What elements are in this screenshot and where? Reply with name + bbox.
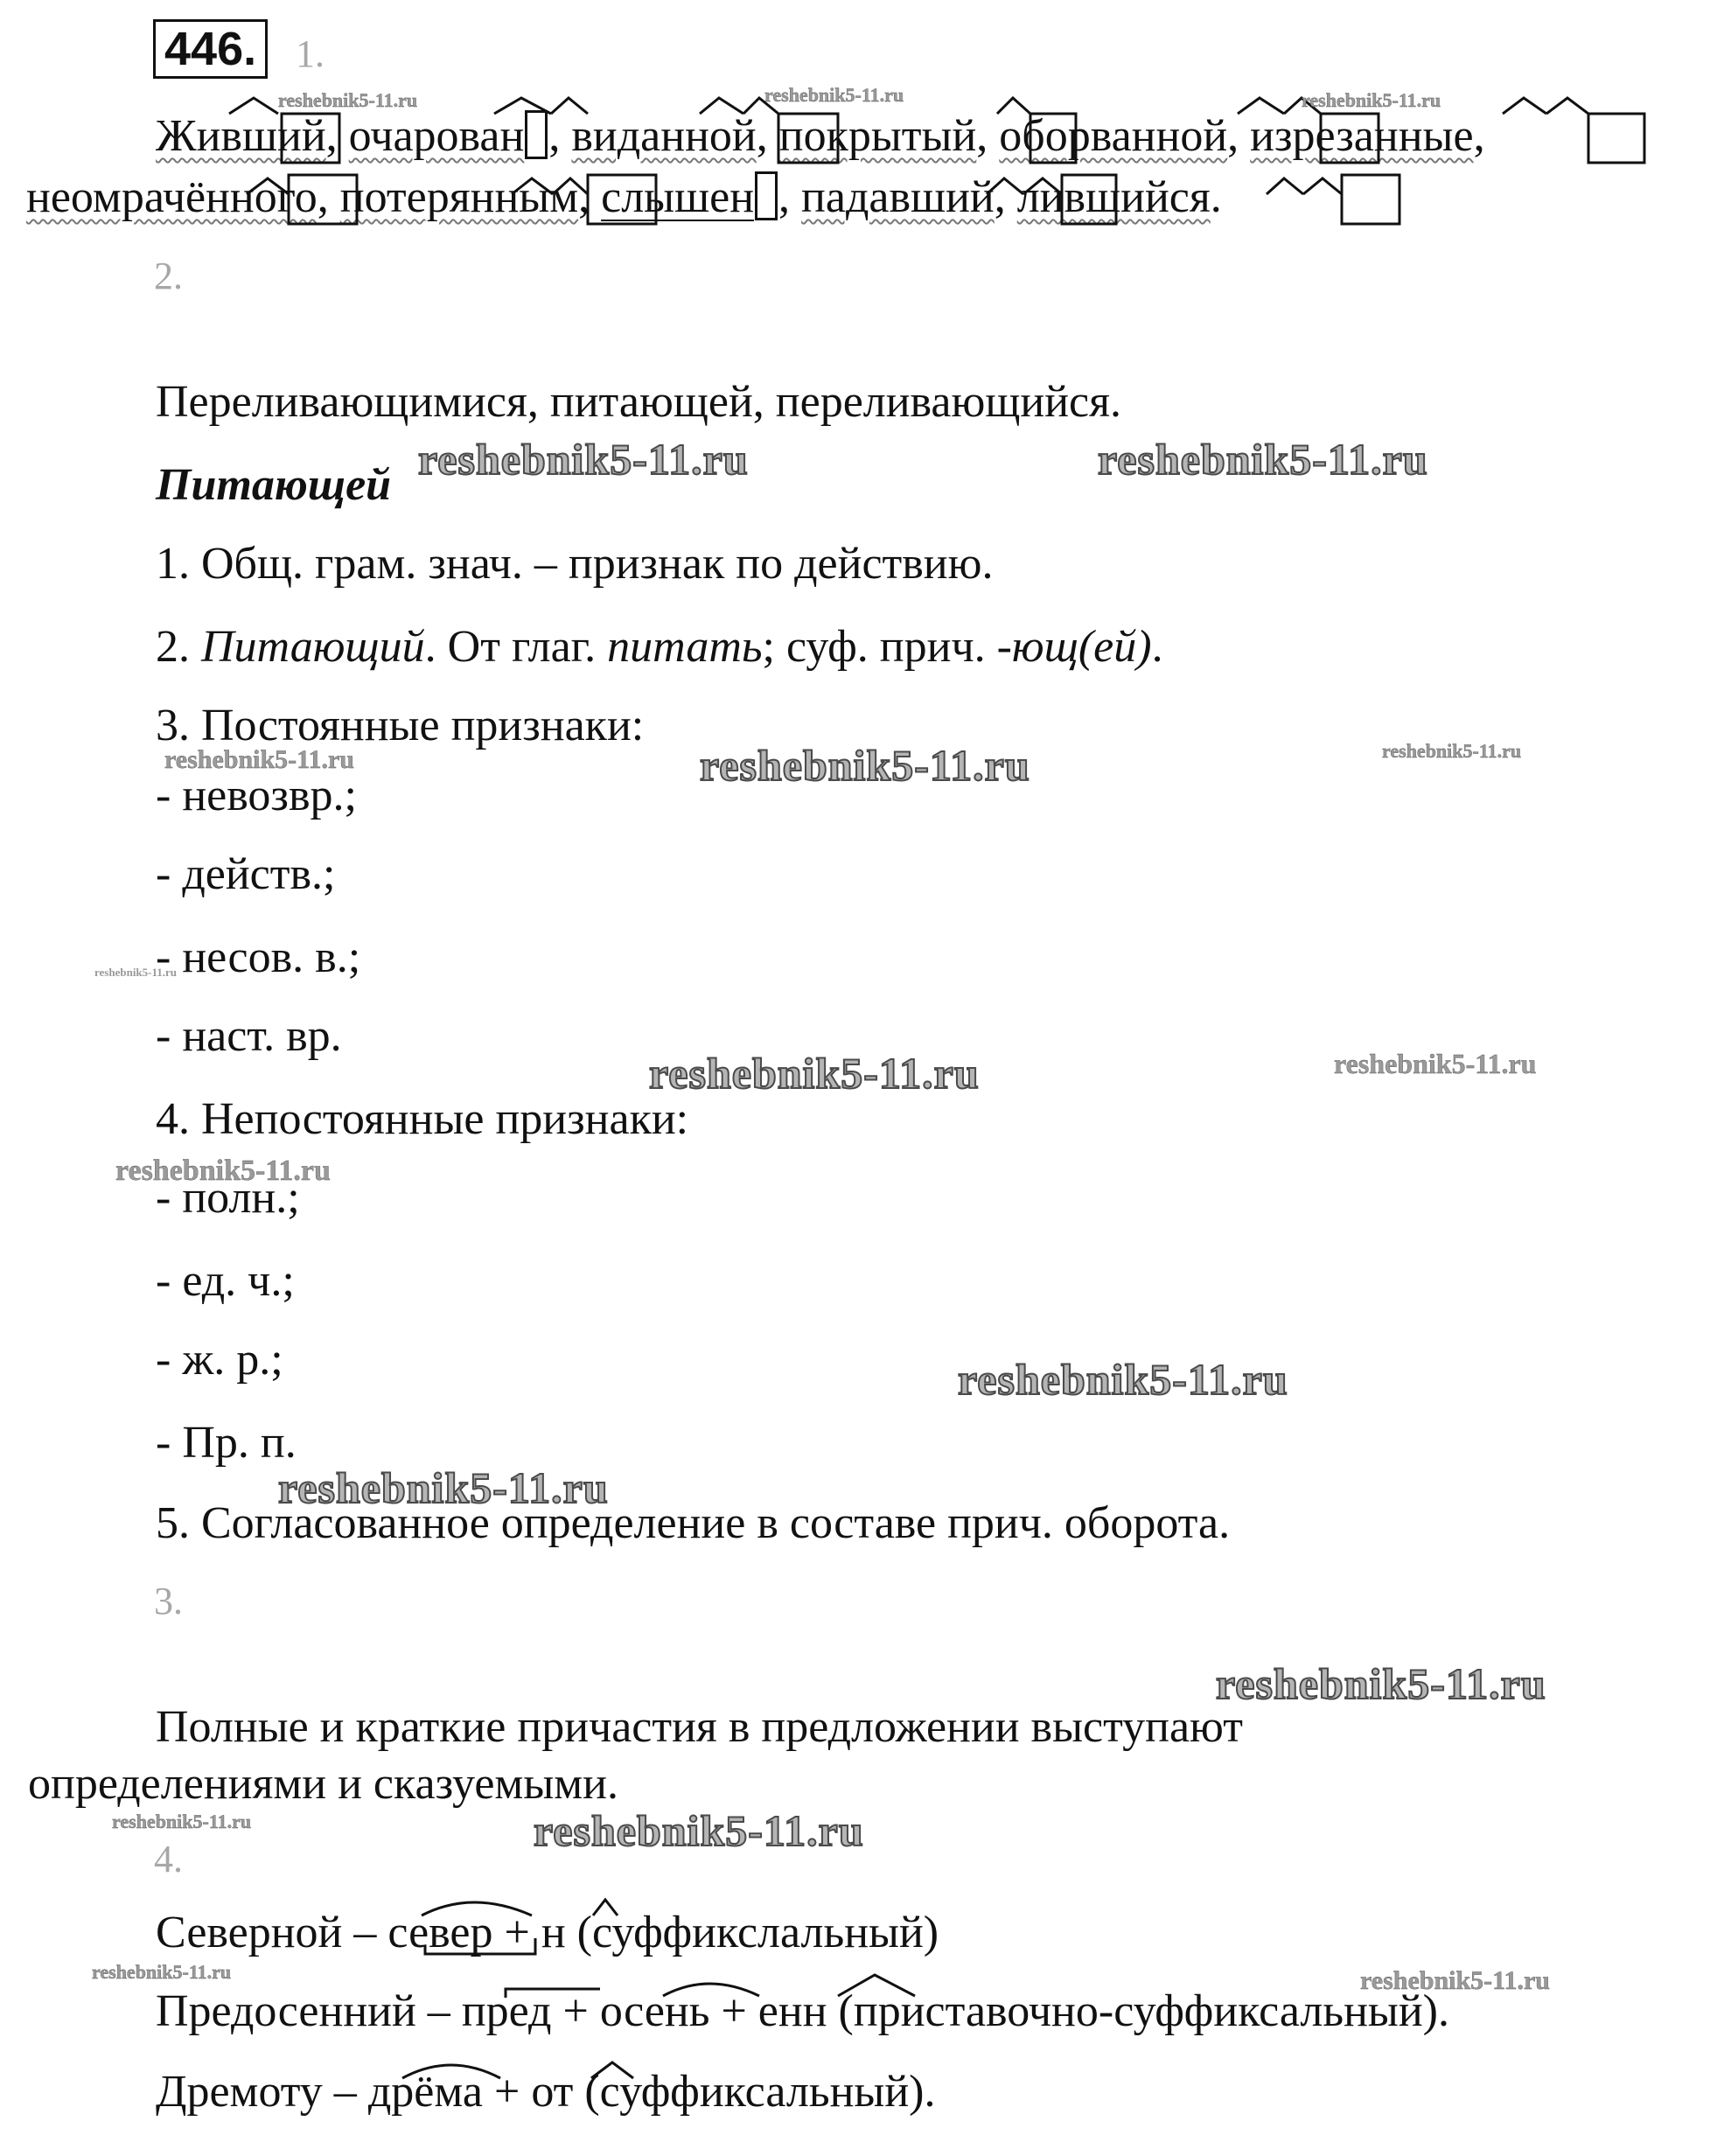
suffix-mark (553, 178, 588, 194)
const-feature: - невозвр.; (156, 771, 357, 820)
word-izrezannye: изрезанные (1250, 111, 1474, 161)
watermark: reshebnik5-11.ru (94, 966, 178, 979)
word-poteryannym: потерянным (339, 172, 579, 222)
ending-box (1342, 175, 1399, 224)
ending-box (1062, 175, 1116, 224)
watermark: reshebnik5-11.ru (958, 1355, 1288, 1404)
watermark: reshebnik5-11.ru (278, 89, 418, 111)
suffix-mark (1303, 178, 1342, 194)
word-ocharovan: очарован (348, 111, 525, 161)
word-padavshiy: падавший (801, 172, 995, 222)
watermark: reshebnik5-11.ru (115, 1155, 331, 1187)
part1-line1: Живший, очарован , виданной, покрытый, оборванной, изрезанные, (156, 111, 1485, 161)
morpheme-row-1: Северной – север + н (суффикслальный) (156, 1908, 939, 1957)
ending-box (1030, 114, 1076, 163)
morpheme-row-3: Дремоту – дрёма + от (суффиксальный). (156, 2067, 936, 2117)
part-number-1: 1. (296, 32, 325, 75)
watermark: reshebnik5-11.ru (418, 435, 749, 484)
parse-point-2: 2. Питающий. От глаг. питать; суф. прич. -ющ(ей). (156, 622, 1163, 672)
part3-line2: определениями и сказуемыми. (28, 1759, 618, 1809)
watermark: reshebnik5-11.ru (700, 741, 1030, 790)
part-number-3: 3. (154, 1580, 183, 1622)
word-zhivshiy: Живший (156, 111, 326, 161)
const-feature: - наст. вр. (156, 1011, 342, 1061)
parse-point-4: 4. Непостоянные признаки: (156, 1094, 689, 1144)
watermark: reshebnik5-11.ru (764, 84, 904, 106)
word-oborvannoy: оборванной (999, 111, 1228, 161)
part-number-4: 4. (154, 1838, 183, 1880)
ending-box (1321, 114, 1378, 163)
watermark: reshebnik5-11.ru (1382, 740, 1522, 762)
suffix-mark (1503, 98, 1546, 114)
watermark: reshebnik5-11.ru (1302, 89, 1441, 111)
word-livshiysya: лившийся (1016, 172, 1211, 222)
watermark: reshebnik5-11.ru (1334, 1048, 1537, 1079)
suffix-mark (987, 178, 1023, 194)
word-vidannoy: виданной (571, 111, 757, 161)
ending-box (289, 175, 357, 224)
const-feature: - несов. в.; (156, 932, 361, 982)
suffix-mark (229, 98, 278, 114)
watermark: reshebnik5-11.ru (649, 1049, 980, 1098)
part3-line1: Полные и краткие причастия в предложении выступают (156, 1702, 1243, 1752)
suffix-mark (1023, 178, 1062, 194)
ending-box (1588, 114, 1644, 163)
suffix-mark (1238, 98, 1284, 114)
ending-box (778, 114, 838, 163)
suffix-mark (1267, 178, 1303, 194)
watermark: reshebnik5-11.ru (1216, 1659, 1546, 1708)
watermark: reshebnik5-11.ru (164, 745, 354, 774)
word-pokrytyy: покрытый (778, 111, 977, 161)
suffix-mark (1546, 98, 1588, 114)
suffix-mark (494, 98, 551, 114)
watermark: reshebnik5-11.ru (92, 1961, 232, 1983)
suffix-mark (997, 98, 1030, 114)
part1-line2: неомрачённого, потерянным, слышен , падавший, лившийся. (26, 172, 1222, 222)
suffix-mark (700, 98, 743, 114)
morpheme-row-2: Предосенний – пред + осень + енн (приставочно-суффиксальный). (156, 1986, 1449, 2036)
parse-point-5: 5. Согласованное определение в составе прич. оборота. (156, 1498, 1231, 1548)
parse-heading: Питающей (156, 460, 392, 510)
watermark: reshebnik5-11.ru (1098, 435, 1428, 484)
part2-intro: Переливающимися, питающей, переливающийся. (156, 377, 1122, 427)
suffix-mark (247, 178, 289, 194)
watermark: reshebnik5-11.ru (112, 1811, 252, 1832)
part-number-2: 2. (154, 255, 183, 297)
word-neomrachennogo: неомрачённого (26, 172, 318, 222)
const-feature: - действ.; (156, 849, 336, 899)
nonconst-feature: - Пр. п. (156, 1418, 297, 1468)
parse-point-3: 3. Постоянные признаки: (156, 701, 645, 750)
suffix-mark (551, 98, 588, 114)
ending-box (588, 175, 656, 224)
exercise-number: 446. (153, 19, 268, 79)
nonconst-feature: - ед. ч.; (156, 1256, 295, 1306)
suffix-mark (512, 178, 553, 194)
word-slyshen: слышен (601, 172, 755, 222)
watermark: reshebnik5-11.ru (278, 1463, 609, 1512)
watermark: reshebnik5-11.ru (534, 1806, 864, 1855)
ending-box (282, 114, 339, 163)
nonconst-feature: - ж. р.; (156, 1335, 283, 1385)
parse-point-1: 1. Общ. грам. знач. – признак по действию. (156, 539, 994, 589)
watermark: reshebnik5-11.ru (1360, 1966, 1550, 1995)
nonconst-feature: - полн.; (156, 1173, 300, 1223)
